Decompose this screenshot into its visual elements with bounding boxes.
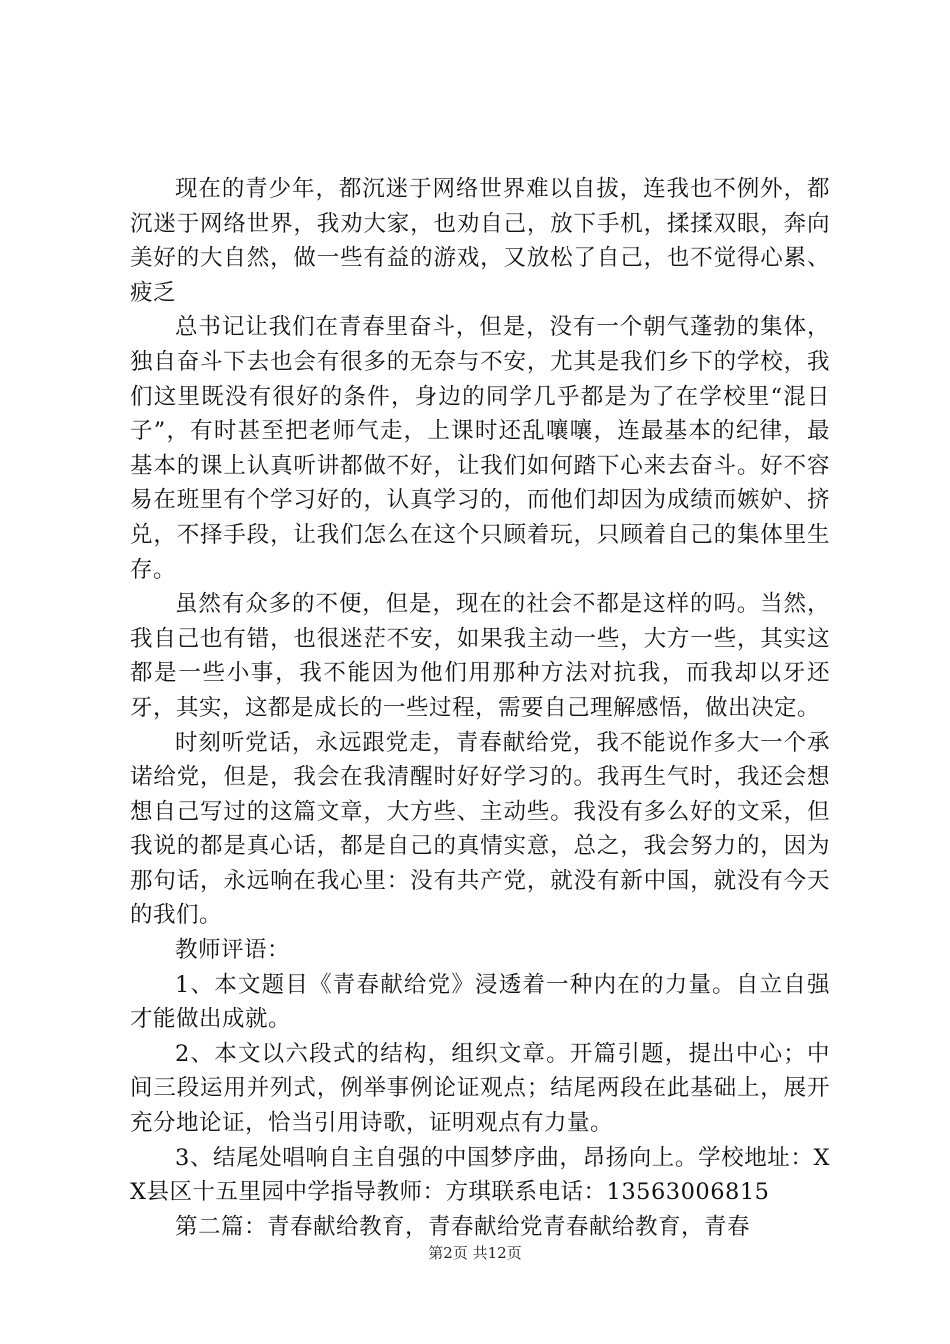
teacher-comment-2: 2、本文以六段式的结构，组织文章。开篇引题，提出中心；中间三段运用并列式，例举事例论证观点；结尾两段在此基础上，展开充分地论证，恰当引用诗歌，证明观点有力量。 [130, 1040, 830, 1137]
teacher-comment-1: 1、本文题目《青春献给党》浸透着一种内在的力量。自立自强才能做出成就。 [130, 971, 830, 1033]
teacher-comment-heading: 教师评语： [175, 937, 291, 964]
paragraph-second-article-title: 第二篇：青春献给教育，青春献给党青春献给教育，青春 [175, 1213, 751, 1240]
paragraph-follow-party: 时刻听党话，永远跟党走，青春献给党，我不能说作多大一个承诺给党，但是，我会在我清醒时好好学习的。我再生气时，我还会想想自己写过的这篇文章，大方些、主动些。我没有多么好的文采，但我说的都是真心话，都是自己的真情实意，总之，我会努力的，因为那句话，永远响在我心里：没有共产党，就没有新中国，就没有今天的我们。 [130, 729, 830, 929]
paragraph-struggle-in-youth: 总书记让我们在青春里奋斗，但是，没有一个朝气蓬勃的集体，独自奋斗下去也会有很多的无奈与不安，尤其是我们乡下的学校，我们这里既没有很好的条件，身边的同学几乎都是为了在学校里“混日子”，有时甚至把老师气走，上课时还乱嚷嚷，连最基本的纪律，最基本的课上认真听讲都做不好，让我们如何踏下心来去奋斗。好不容易在班里有个学习好的，认真学习的，而他们却因为成绩而嫉妒、挤兑，不择手段，让我们怎么在这个只顾着玩，只顾着自己的集体里生存。 [130, 314, 830, 583]
page-number-footer: 第2页 共12页 [428, 1244, 522, 1262]
document-body [130, 172, 830, 1244]
paragraph-internet-addiction: 现在的青少年，都沉迷于网络世界难以自拔，连我也不例外，都沉迷于网络世界，我劝大家，也劝自己，放下手机，揉揉双眼，奔向美好的大自然，做一些有益的游戏，又放松了自己，也不觉得心累、疲乏 [130, 176, 830, 306]
teacher-comment-3: 3、结尾处唱响自主自强的中国梦序曲，昂扬向上。学校地址：XX县区十五里园中学指导教师：方琪联系电话：13563006815 [130, 1144, 830, 1206]
paragraph-inconvenience: 虽然有众多的不便，但是，现在的社会不都是这样的吗。当然，我自己也有错，也很迷茫不安，如果我主动一些，大方一些，其实这都是一些小事，我不能因为他们用那种方法对抗我，而我却以牙还牙，其实，这都是成长的一些过程，需要自己理解感悟，做出决定。 [130, 591, 830, 721]
